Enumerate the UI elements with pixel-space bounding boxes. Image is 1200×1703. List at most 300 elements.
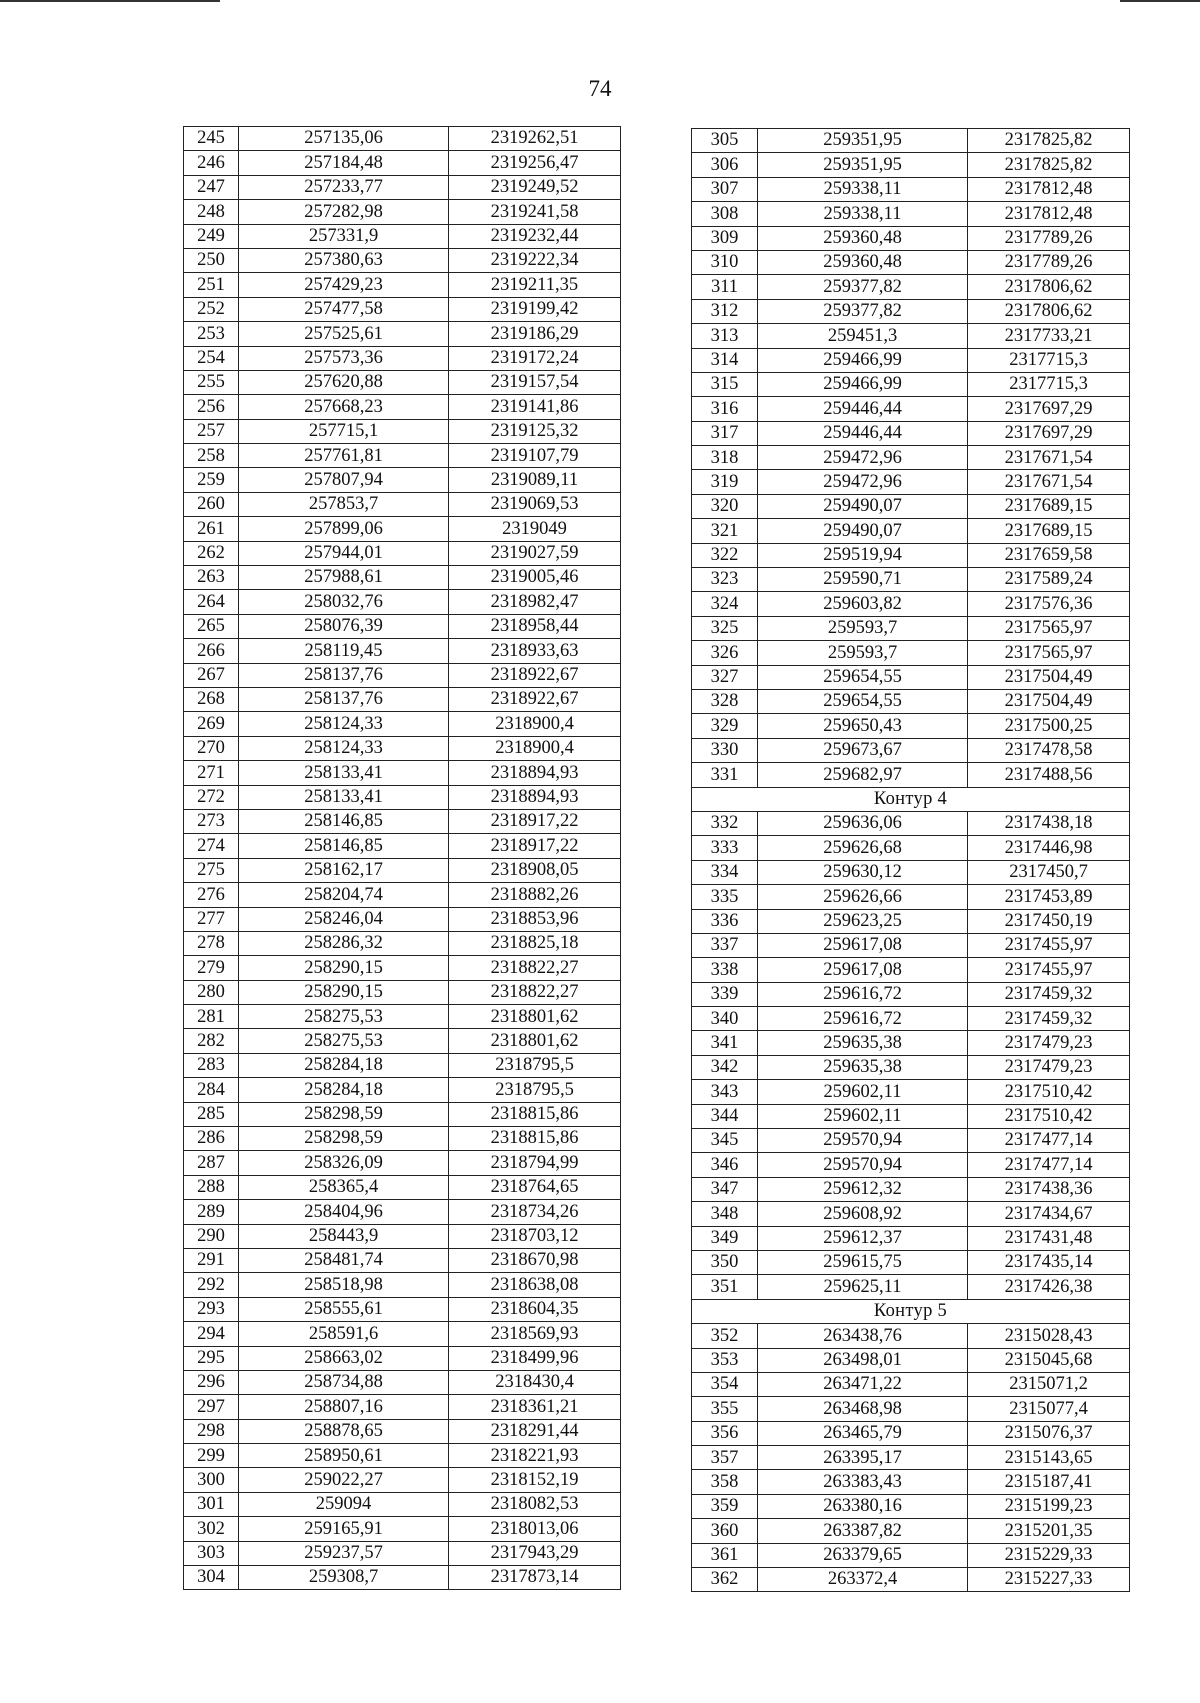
point-number-cell: 297 xyxy=(184,1395,239,1419)
table-row xyxy=(184,1370,621,1394)
y-coordinate-cell: 2318894,93 xyxy=(449,785,621,809)
table-row xyxy=(184,639,621,663)
table-row xyxy=(692,177,1130,201)
point-number-cell: 359 xyxy=(692,1494,758,1518)
x-coordinate-cell: 259635,38 xyxy=(758,1031,968,1055)
point-number-cell: 304 xyxy=(184,1566,239,1590)
y-coordinate-cell: 2317500,25 xyxy=(968,714,1130,738)
point-number-cell: 270 xyxy=(184,736,239,760)
point-number-cell: 245 xyxy=(184,127,239,151)
point-number-cell: 339 xyxy=(692,982,758,1006)
point-number-cell: 342 xyxy=(692,1055,758,1079)
point-number-cell: 324 xyxy=(692,592,758,616)
y-coordinate-cell: 2317450,19 xyxy=(968,909,1130,933)
table-row xyxy=(692,470,1130,494)
y-coordinate-cell: 2317715,3 xyxy=(968,348,1130,372)
x-coordinate-cell: 263471,22 xyxy=(758,1372,968,1396)
y-coordinate-cell: 2317715,3 xyxy=(968,372,1130,396)
x-coordinate-cell: 259570,94 xyxy=(758,1129,968,1153)
x-coordinate-cell: 258076,39 xyxy=(239,614,449,638)
point-number-cell: 318 xyxy=(692,446,758,470)
point-number-cell: 344 xyxy=(692,1104,758,1128)
point-number-cell: 312 xyxy=(692,299,758,323)
x-coordinate-cell: 258137,76 xyxy=(239,663,449,687)
y-coordinate-cell: 2315028,43 xyxy=(968,1324,1130,1348)
point-number-cell: 352 xyxy=(692,1324,758,1348)
point-number-cell: 328 xyxy=(692,689,758,713)
point-number-cell: 250 xyxy=(184,248,239,272)
x-coordinate-cell: 259351,95 xyxy=(758,129,968,153)
table-row xyxy=(184,419,621,443)
table-row xyxy=(692,1446,1130,1470)
table-row xyxy=(184,517,621,541)
point-number-cell: 267 xyxy=(184,663,239,687)
table-row xyxy=(184,1322,621,1346)
table-row xyxy=(184,785,621,809)
point-number-cell: 340 xyxy=(692,1007,758,1031)
x-coordinate-cell: 258124,33 xyxy=(239,736,449,760)
y-coordinate-cell: 2317589,24 xyxy=(968,568,1130,592)
table-row xyxy=(184,444,621,468)
table-row xyxy=(692,909,1130,933)
table-row xyxy=(692,665,1130,689)
point-number-cell: 323 xyxy=(692,568,758,592)
x-coordinate-cell: 257988,61 xyxy=(239,566,449,590)
table-row xyxy=(184,1346,621,1370)
table-row xyxy=(184,1175,621,1199)
point-number-cell: 360 xyxy=(692,1519,758,1543)
point-number-cell: 256 xyxy=(184,395,239,419)
y-coordinate-cell: 2317789,26 xyxy=(968,226,1130,250)
x-coordinate-cell: 258878,65 xyxy=(239,1419,449,1443)
table-row xyxy=(692,1543,1130,1567)
x-coordinate-cell: 259466,99 xyxy=(758,372,968,396)
y-coordinate-cell: 2317689,15 xyxy=(968,494,1130,518)
y-coordinate-cell: 2318801,62 xyxy=(449,1005,621,1029)
point-number-cell: 335 xyxy=(692,885,758,909)
point-number-cell: 266 xyxy=(184,639,239,663)
x-coordinate-cell: 258133,41 xyxy=(239,785,449,809)
x-coordinate-cell: 258807,16 xyxy=(239,1395,449,1419)
point-number-cell: 282 xyxy=(184,1029,239,1053)
point-number-cell: 252 xyxy=(184,297,239,321)
y-coordinate-cell: 2318825,18 xyxy=(449,931,621,955)
point-number-cell: 296 xyxy=(184,1370,239,1394)
y-coordinate-cell: 2317450,7 xyxy=(968,860,1130,884)
y-coordinate-cell: 2319249,52 xyxy=(449,175,621,199)
x-coordinate-cell: 257429,23 xyxy=(239,273,449,297)
point-number-cell: 269 xyxy=(184,712,239,736)
x-coordinate-cell: 258162,17 xyxy=(239,858,449,882)
y-coordinate-cell: 2317477,14 xyxy=(968,1153,1130,1177)
y-coordinate-cell: 2317825,82 xyxy=(968,129,1130,153)
point-number-cell: 347 xyxy=(692,1177,758,1201)
table-row xyxy=(184,395,621,419)
y-coordinate-cell: 2318815,86 xyxy=(449,1102,621,1126)
table-row xyxy=(184,883,621,907)
point-number-cell: 308 xyxy=(692,202,758,226)
x-coordinate-cell: 258298,59 xyxy=(239,1127,449,1151)
y-coordinate-cell: 2317438,36 xyxy=(968,1177,1130,1201)
point-number-cell: 281 xyxy=(184,1005,239,1029)
point-number-cell: 331 xyxy=(692,763,758,787)
table-row xyxy=(184,1248,621,1272)
table-row xyxy=(184,1517,621,1541)
x-coordinate-cell: 259451,3 xyxy=(758,324,968,348)
point-number-cell: 333 xyxy=(692,836,758,860)
point-number-cell: 354 xyxy=(692,1372,758,1396)
x-coordinate-cell: 258591,6 xyxy=(239,1322,449,1346)
table-row xyxy=(184,614,621,638)
y-coordinate-cell: 2317659,58 xyxy=(968,543,1130,567)
y-coordinate-cell: 2317565,97 xyxy=(968,641,1130,665)
x-coordinate-cell: 263468,98 xyxy=(758,1397,968,1421)
x-coordinate-cell: 258481,74 xyxy=(239,1248,449,1272)
point-number-cell: 322 xyxy=(692,543,758,567)
table-row xyxy=(692,836,1130,860)
point-number-cell: 313 xyxy=(692,324,758,348)
y-coordinate-cell: 2318882,26 xyxy=(449,883,621,907)
x-coordinate-cell: 259094 xyxy=(239,1492,449,1516)
table-row xyxy=(692,982,1130,1006)
x-coordinate-cell: 259626,68 xyxy=(758,836,968,860)
point-number-cell: 249 xyxy=(184,224,239,248)
y-coordinate-cell: 2319172,24 xyxy=(449,346,621,370)
table-row xyxy=(184,127,621,151)
table-row xyxy=(184,956,621,980)
y-coordinate-cell: 2318982,47 xyxy=(449,590,621,614)
y-coordinate-cell: 2317671,54 xyxy=(968,470,1130,494)
x-coordinate-cell: 259338,11 xyxy=(758,202,968,226)
table-row xyxy=(184,1419,621,1443)
x-coordinate-cell: 258275,53 xyxy=(239,1029,449,1053)
x-coordinate-cell: 259630,12 xyxy=(758,860,968,884)
x-coordinate-cell: 258275,53 xyxy=(239,1005,449,1029)
point-number-cell: 351 xyxy=(692,1275,758,1299)
y-coordinate-cell: 2317565,97 xyxy=(968,616,1130,640)
y-coordinate-cell: 2317576,36 xyxy=(968,592,1130,616)
table-row xyxy=(692,1372,1130,1396)
table-row xyxy=(692,1348,1130,1372)
x-coordinate-cell: 259673,67 xyxy=(758,738,968,762)
table-row xyxy=(692,763,1130,787)
y-coordinate-cell: 2315227,33 xyxy=(968,1568,1130,1592)
y-coordinate-cell: 2317426,38 xyxy=(968,1275,1130,1299)
table-row xyxy=(184,370,621,394)
point-number-cell: 279 xyxy=(184,956,239,980)
point-number-cell: 311 xyxy=(692,275,758,299)
y-coordinate-cell: 2317455,97 xyxy=(968,958,1130,982)
table-row xyxy=(184,1151,621,1175)
point-number-cell: 330 xyxy=(692,738,758,762)
point-number-cell: 268 xyxy=(184,687,239,711)
point-number-cell: 294 xyxy=(184,1322,239,1346)
x-coordinate-cell: 259472,96 xyxy=(758,470,968,494)
x-coordinate-cell: 258137,76 xyxy=(239,687,449,711)
point-number-cell: 280 xyxy=(184,980,239,1004)
x-coordinate-cell: 257715,1 xyxy=(239,419,449,443)
y-coordinate-cell: 2315045,68 xyxy=(968,1348,1130,1372)
point-number-cell: 295 xyxy=(184,1346,239,1370)
y-coordinate-cell: 2317510,42 xyxy=(968,1080,1130,1104)
x-coordinate-cell: 259490,07 xyxy=(758,519,968,543)
coordinates-table-right xyxy=(691,128,1130,1592)
point-number-cell: 276 xyxy=(184,883,239,907)
table-row xyxy=(692,446,1130,470)
x-coordinate-cell: 258365,4 xyxy=(239,1175,449,1199)
table-row xyxy=(692,738,1130,762)
point-number-cell: 263 xyxy=(184,566,239,590)
y-coordinate-cell: 2317435,14 xyxy=(968,1250,1130,1274)
table-row xyxy=(184,151,621,175)
top-edge-line xyxy=(0,0,220,2)
y-coordinate-cell: 2318221,93 xyxy=(449,1444,621,1468)
table-row xyxy=(692,226,1130,250)
point-number-cell: 317 xyxy=(692,421,758,445)
y-coordinate-cell: 2317479,23 xyxy=(968,1031,1130,1055)
y-coordinate-cell: 2318795,5 xyxy=(449,1053,621,1077)
y-coordinate-cell: 2318499,96 xyxy=(449,1346,621,1370)
y-coordinate-cell: 2317825,82 xyxy=(968,153,1130,177)
y-coordinate-cell: 2318013,06 xyxy=(449,1517,621,1541)
point-number-cell: 257 xyxy=(184,419,239,443)
table-row xyxy=(692,1129,1130,1153)
y-coordinate-cell: 2318795,5 xyxy=(449,1078,621,1102)
point-number-cell: 293 xyxy=(184,1297,239,1321)
point-number-cell: 326 xyxy=(692,641,758,665)
table-row xyxy=(184,1224,621,1248)
point-number-cell: 258 xyxy=(184,444,239,468)
y-coordinate-cell: 2317459,32 xyxy=(968,982,1130,1006)
x-coordinate-cell: 258443,9 xyxy=(239,1224,449,1248)
y-coordinate-cell: 2319186,29 xyxy=(449,322,621,346)
x-coordinate-cell: 259338,11 xyxy=(758,177,968,201)
table-row xyxy=(692,1226,1130,1250)
y-coordinate-cell: 2319069,53 xyxy=(449,492,621,516)
x-coordinate-cell: 263387,82 xyxy=(758,1519,968,1543)
point-number-cell: 302 xyxy=(184,1517,239,1541)
y-coordinate-cell: 2317504,49 xyxy=(968,665,1130,689)
y-coordinate-cell: 2317504,49 xyxy=(968,689,1130,713)
table-row xyxy=(692,1177,1130,1201)
y-coordinate-cell: 2315077,4 xyxy=(968,1397,1130,1421)
point-number-cell: 305 xyxy=(692,129,758,153)
x-coordinate-cell: 259446,44 xyxy=(758,421,968,445)
x-coordinate-cell: 259654,55 xyxy=(758,665,968,689)
point-number-cell: 358 xyxy=(692,1470,758,1494)
point-number-cell: 345 xyxy=(692,1129,758,1153)
table-row xyxy=(184,175,621,199)
table-row xyxy=(692,1055,1130,1079)
point-number-cell: 287 xyxy=(184,1151,239,1175)
point-number-cell: 273 xyxy=(184,809,239,833)
point-number-cell: 350 xyxy=(692,1250,758,1274)
y-coordinate-cell: 2318922,67 xyxy=(449,663,621,687)
x-coordinate-cell: 259654,55 xyxy=(758,689,968,713)
table-row xyxy=(692,153,1130,177)
point-number-cell: 277 xyxy=(184,907,239,931)
table-row xyxy=(692,324,1130,348)
y-coordinate-cell: 2317806,62 xyxy=(968,299,1130,323)
x-coordinate-cell: 259519,94 xyxy=(758,543,968,567)
table-row xyxy=(692,1494,1130,1518)
table-row xyxy=(692,543,1130,567)
table-row xyxy=(184,858,621,882)
point-number-cell: 285 xyxy=(184,1102,239,1126)
point-number-cell: 314 xyxy=(692,348,758,372)
table-row xyxy=(692,714,1130,738)
point-number-cell: 334 xyxy=(692,860,758,884)
y-coordinate-cell: 2317488,56 xyxy=(968,763,1130,787)
y-coordinate-cell: 2317806,62 xyxy=(968,275,1130,299)
y-coordinate-cell: 2315187,41 xyxy=(968,1470,1130,1494)
y-coordinate-cell: 2317479,23 xyxy=(968,1055,1130,1079)
y-coordinate-cell: 2318908,05 xyxy=(449,858,621,882)
x-coordinate-cell: 259616,72 xyxy=(758,982,968,1006)
point-number-cell: 246 xyxy=(184,151,239,175)
point-number-cell: 357 xyxy=(692,1446,758,1470)
table-row xyxy=(692,202,1130,226)
x-coordinate-cell: 257135,06 xyxy=(239,127,449,151)
point-number-cell: 336 xyxy=(692,909,758,933)
y-coordinate-cell: 2318670,98 xyxy=(449,1248,621,1272)
point-number-cell: 286 xyxy=(184,1127,239,1151)
x-coordinate-cell: 263395,17 xyxy=(758,1446,968,1470)
point-number-cell: 259 xyxy=(184,468,239,492)
y-coordinate-cell: 2319125,32 xyxy=(449,419,621,443)
point-number-cell: 341 xyxy=(692,1031,758,1055)
table-row xyxy=(692,1324,1130,1348)
x-coordinate-cell: 258146,85 xyxy=(239,809,449,833)
x-coordinate-cell: 259616,72 xyxy=(758,1007,968,1031)
x-coordinate-cell: 259308,7 xyxy=(239,1566,449,1590)
y-coordinate-cell: 2318822,27 xyxy=(449,956,621,980)
point-number-cell: 261 xyxy=(184,517,239,541)
table-row xyxy=(692,494,1130,518)
y-coordinate-cell: 2318430,4 xyxy=(449,1370,621,1394)
y-coordinate-cell: 2319262,51 xyxy=(449,127,621,151)
contour-heading: Контур 5 xyxy=(692,1299,1130,1323)
y-coordinate-cell: 2317446,98 xyxy=(968,836,1130,860)
y-coordinate-cell: 2318794,99 xyxy=(449,1151,621,1175)
y-coordinate-cell: 2318822,27 xyxy=(449,980,621,1004)
x-coordinate-cell: 257761,81 xyxy=(239,444,449,468)
y-coordinate-cell: 2318569,93 xyxy=(449,1322,621,1346)
x-coordinate-cell: 259593,7 xyxy=(758,616,968,640)
table-row xyxy=(184,1297,621,1321)
point-number-cell: 300 xyxy=(184,1468,239,1492)
x-coordinate-cell: 259626,66 xyxy=(758,885,968,909)
table-row xyxy=(184,297,621,321)
y-coordinate-cell: 2318361,21 xyxy=(449,1395,621,1419)
point-number-cell: 251 xyxy=(184,273,239,297)
x-coordinate-cell: 258286,32 xyxy=(239,931,449,955)
point-number-cell: 353 xyxy=(692,1348,758,1372)
y-coordinate-cell: 2318933,63 xyxy=(449,639,621,663)
y-coordinate-cell: 2315076,37 xyxy=(968,1421,1130,1445)
y-coordinate-cell: 2318900,4 xyxy=(449,736,621,760)
point-number-cell: 275 xyxy=(184,858,239,882)
table-row xyxy=(692,299,1130,323)
x-coordinate-cell: 258290,15 xyxy=(239,980,449,1004)
y-coordinate-cell: 2318958,44 xyxy=(449,614,621,638)
y-coordinate-cell: 2318152,19 xyxy=(449,1468,621,1492)
x-coordinate-cell: 263379,65 xyxy=(758,1543,968,1567)
y-coordinate-cell: 2317789,26 xyxy=(968,250,1130,274)
y-coordinate-cell: 2317943,29 xyxy=(449,1541,621,1565)
x-coordinate-cell: 257944,01 xyxy=(239,541,449,565)
table-row xyxy=(184,980,621,1004)
y-coordinate-cell: 2317689,15 xyxy=(968,519,1130,543)
point-number-cell: 310 xyxy=(692,250,758,274)
y-coordinate-cell: 2317733,21 xyxy=(968,324,1130,348)
table-row xyxy=(184,1492,621,1516)
point-number-cell: 288 xyxy=(184,1175,239,1199)
x-coordinate-cell: 259466,99 xyxy=(758,348,968,372)
x-coordinate-cell: 263383,43 xyxy=(758,1470,968,1494)
table-row xyxy=(692,1470,1130,1494)
point-number-cell: 289 xyxy=(184,1200,239,1224)
y-coordinate-cell: 2317812,48 xyxy=(968,177,1130,201)
x-coordinate-cell: 258663,02 xyxy=(239,1346,449,1370)
table-row xyxy=(184,273,621,297)
point-number-cell: 332 xyxy=(692,811,758,835)
point-number-cell: 299 xyxy=(184,1444,239,1468)
x-coordinate-cell: 259617,08 xyxy=(758,933,968,957)
point-number-cell: 355 xyxy=(692,1397,758,1421)
y-coordinate-cell: 2315143,65 xyxy=(968,1446,1130,1470)
table-row xyxy=(184,1566,621,1590)
x-coordinate-cell: 258298,59 xyxy=(239,1102,449,1126)
y-coordinate-cell: 2318734,26 xyxy=(449,1200,621,1224)
x-coordinate-cell: 257282,98 xyxy=(239,200,449,224)
x-coordinate-cell: 259636,06 xyxy=(758,811,968,835)
point-number-cell: 301 xyxy=(184,1492,239,1516)
x-coordinate-cell: 257899,06 xyxy=(239,517,449,541)
x-coordinate-cell: 259612,37 xyxy=(758,1226,968,1250)
table-row xyxy=(692,519,1130,543)
table-row xyxy=(184,200,621,224)
table-row xyxy=(692,885,1130,909)
table-row xyxy=(184,736,621,760)
y-coordinate-cell: 2319107,79 xyxy=(449,444,621,468)
point-number-cell: 319 xyxy=(692,470,758,494)
point-number-cell: 338 xyxy=(692,958,758,982)
point-number-cell: 260 xyxy=(184,492,239,516)
table-row xyxy=(184,1127,621,1151)
table-row xyxy=(184,663,621,687)
table-row xyxy=(184,761,621,785)
table-row xyxy=(692,1080,1130,1104)
point-number-cell: 315 xyxy=(692,372,758,396)
x-coordinate-cell: 259602,11 xyxy=(758,1080,968,1104)
x-coordinate-cell: 259650,43 xyxy=(758,714,968,738)
x-coordinate-cell: 259602,11 xyxy=(758,1104,968,1128)
table-row xyxy=(184,1029,621,1053)
point-number-cell: 253 xyxy=(184,322,239,346)
y-coordinate-cell: 2315199,23 xyxy=(968,1494,1130,1518)
table-row xyxy=(692,421,1130,445)
y-coordinate-cell: 2318703,12 xyxy=(449,1224,621,1248)
y-coordinate-cell: 2319211,35 xyxy=(449,273,621,297)
point-number-cell: 292 xyxy=(184,1273,239,1297)
point-number-cell: 307 xyxy=(692,177,758,201)
table-row xyxy=(184,834,621,858)
table-row xyxy=(692,348,1130,372)
y-coordinate-cell: 2318604,35 xyxy=(449,1297,621,1321)
point-number-cell: 284 xyxy=(184,1078,239,1102)
table-row xyxy=(184,590,621,614)
